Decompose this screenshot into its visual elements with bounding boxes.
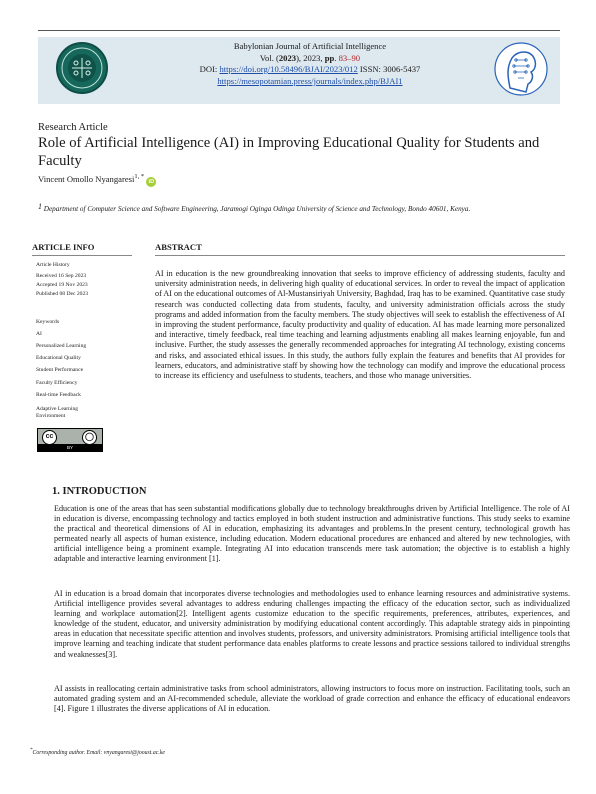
keyword-item: Real-time Feedback	[36, 392, 81, 398]
cc-icon: cc	[42, 430, 57, 445]
doi-label: DOI:	[199, 64, 220, 74]
journal-name: Babylonian Journal of Artificial Intelligence	[233, 41, 387, 51]
affiliation	[38, 202, 568, 213]
journal-logo-left	[56, 42, 108, 94]
article-type: Research Article	[38, 122, 108, 133]
by-label: BY	[38, 444, 102, 451]
footnote-text: Corresponding author. Email: vnyangaresi@jooust.ac.ke	[32, 749, 165, 756]
keywords-label: Keywords	[36, 319, 59, 325]
keyword-item: Student Performance	[36, 367, 84, 373]
keyword-item: Educational Quality	[36, 355, 81, 361]
cc-by-license-badge[interactable]	[37, 428, 103, 452]
corresponding-author-footnote	[30, 748, 165, 756]
received-date: Received 16 Sep 2023	[36, 273, 87, 279]
affiliation-text: Department of Computer Science and Software Engineering, Jaramogi Oginga Odinga University of Science and Technology, Bondo 40601, Kenya.	[42, 205, 471, 213]
volume-mid: ), 2023,	[296, 52, 325, 63]
abstract-text: AI in education is the new groundbreaking innovation that seeks to improve efficiency of addressing students, faculty and university administration needs, in delivering high quality of educational services. In order to reveal the impact of application of AI on the educational outcomes of Al-Mustansiriyah University, Baghdad, Iraq has to be examined. Quantitative case study research was conducted collecting data from students, faculty, and university administration officials across the study programs and added information from the faculty members. The study objectives will seek to establish the effectiveness of AI in improving the student performance, faculty productivity and quality of education. AI has made learning more personalized and interactive, timely feedback, real time teaching and learning adjustments enabling all makes learning enjoyable, fun and inclusive. Further, the study assesses the generally recommended approaches for integrating AI technology, existing concerns and risks, and associated ethical issues. In this study, the authors fully explain the features and benefits that AI provides for learners, educators, and administrative staff by showing how the technology can modify and improve the educational process to increase its efficiency and usefulness to students, teachers, and those who manage universities.	[155, 269, 565, 381]
intro-paragraph-2: AI in education is a broad domain that incorporates diverse technologies and methodologies used to enhance learning resources and administrative systems. Artificial intelligence provides several advantages to address enduring challenges impacting the efficacy of the education sector, such as individualized learning and workplace automation[2]. Intelligent agents customize education to the specific requirements, preferences, attributes, experiences, and knowledge of the student, educator, and university administration by modifying educational content accordingly. This adaptable strategy aids in pinpointing areas in education that necessitate specific attention and involves students, professors, and university administrators. Promising artificial intelligence tools that improve learning and teaching indicate that student performance data enables platforms to create lessons and practice sessions tailored to individual strengths and weaknesses[3].	[54, 589, 570, 659]
article-title: Role of Artificial Intelligence (AI) in Improving Educational Quality for Students and Faculty	[38, 135, 540, 169]
journal-citation-block	[150, 41, 470, 87]
introduction-heading: 1. INTRODUCTION	[52, 486, 147, 497]
published-date: Published 08 Dec 2023	[36, 291, 89, 297]
volume-year: 2023	[278, 52, 297, 63]
abstract-rule	[155, 255, 565, 256]
article-info-rule	[32, 255, 132, 256]
article-info-heading: ARTICLE INFO	[32, 242, 95, 252]
intro-paragraph-1: Education is one of the areas that has seen substantial modifications globally due to technology breakthroughs driven by Artificial Intelligence. The role of AI in education is diverse, encompassing technology and tactics employed in both student instruction and administrative functions. This study seeks to examine the practical and theoretical dimensions of AI in education, emphasizing its advantages and problems.In the present century, technological growth has permeated nearly all aspects of human existence, including education. Modern educational procedures are enhanced and altered by new technologies, with artificial intelligence being a prominent example. Integrating AI into education transcends mere task automation; the objective is to establish a highly adaptable and interactive learning environment [1].	[54, 504, 570, 564]
volume-prefix: Vol. (	[259, 52, 279, 63]
author-name: Vincent Omollo Nyangaresi	[38, 174, 135, 184]
pages-label: pp	[324, 52, 335, 63]
author-superscript: 1, *	[134, 173, 145, 180]
journal-site-link[interactable]: https://mesopotamian.press/journals/index.php/BJAI1	[217, 75, 403, 86]
orcid-icon[interactable]: iD	[146, 177, 156, 187]
keyword-item: Adaptive Learning Environment	[36, 406, 79, 419]
abstract-heading: ABSTRACT	[155, 242, 202, 252]
history-label: Article History	[36, 262, 70, 268]
footnote-marker: *	[30, 748, 33, 753]
journal-logo-right	[490, 38, 552, 102]
author-line	[38, 173, 156, 187]
affiliation-superscript: 1	[38, 202, 42, 211]
pages-dot: .	[334, 52, 339, 63]
accepted-date: Accepted 19 Nov 2023	[36, 282, 88, 288]
keyword-item: Faculty Efficiency	[36, 380, 78, 386]
by-person-icon: ◯	[82, 430, 97, 445]
keyword-item: Personalized Learning	[36, 343, 87, 349]
pages-range: 83–90	[338, 52, 361, 63]
doi-link[interactable]: https://doi.org/10.58496/BJAI/2023/012	[219, 64, 358, 74]
doi-line	[150, 64, 470, 76]
keyword-item: AI	[36, 331, 42, 337]
journal-volume-line	[150, 53, 470, 65]
issn: ISSN: 3006-5437	[357, 64, 421, 74]
top-rule	[38, 30, 560, 31]
intro-paragraph-3: AI assists in reallocating certain administrative tasks from school administrators, allowing instructors to focus more on instruction. Facilitating tools, such an automated grading system and an AI-recommended schedule, alleviate the workload of grade correction and enhance the efficacy of educational endeavors [4]. Figure 1 illustrates the diverse applications of AI in education.	[54, 684, 570, 714]
